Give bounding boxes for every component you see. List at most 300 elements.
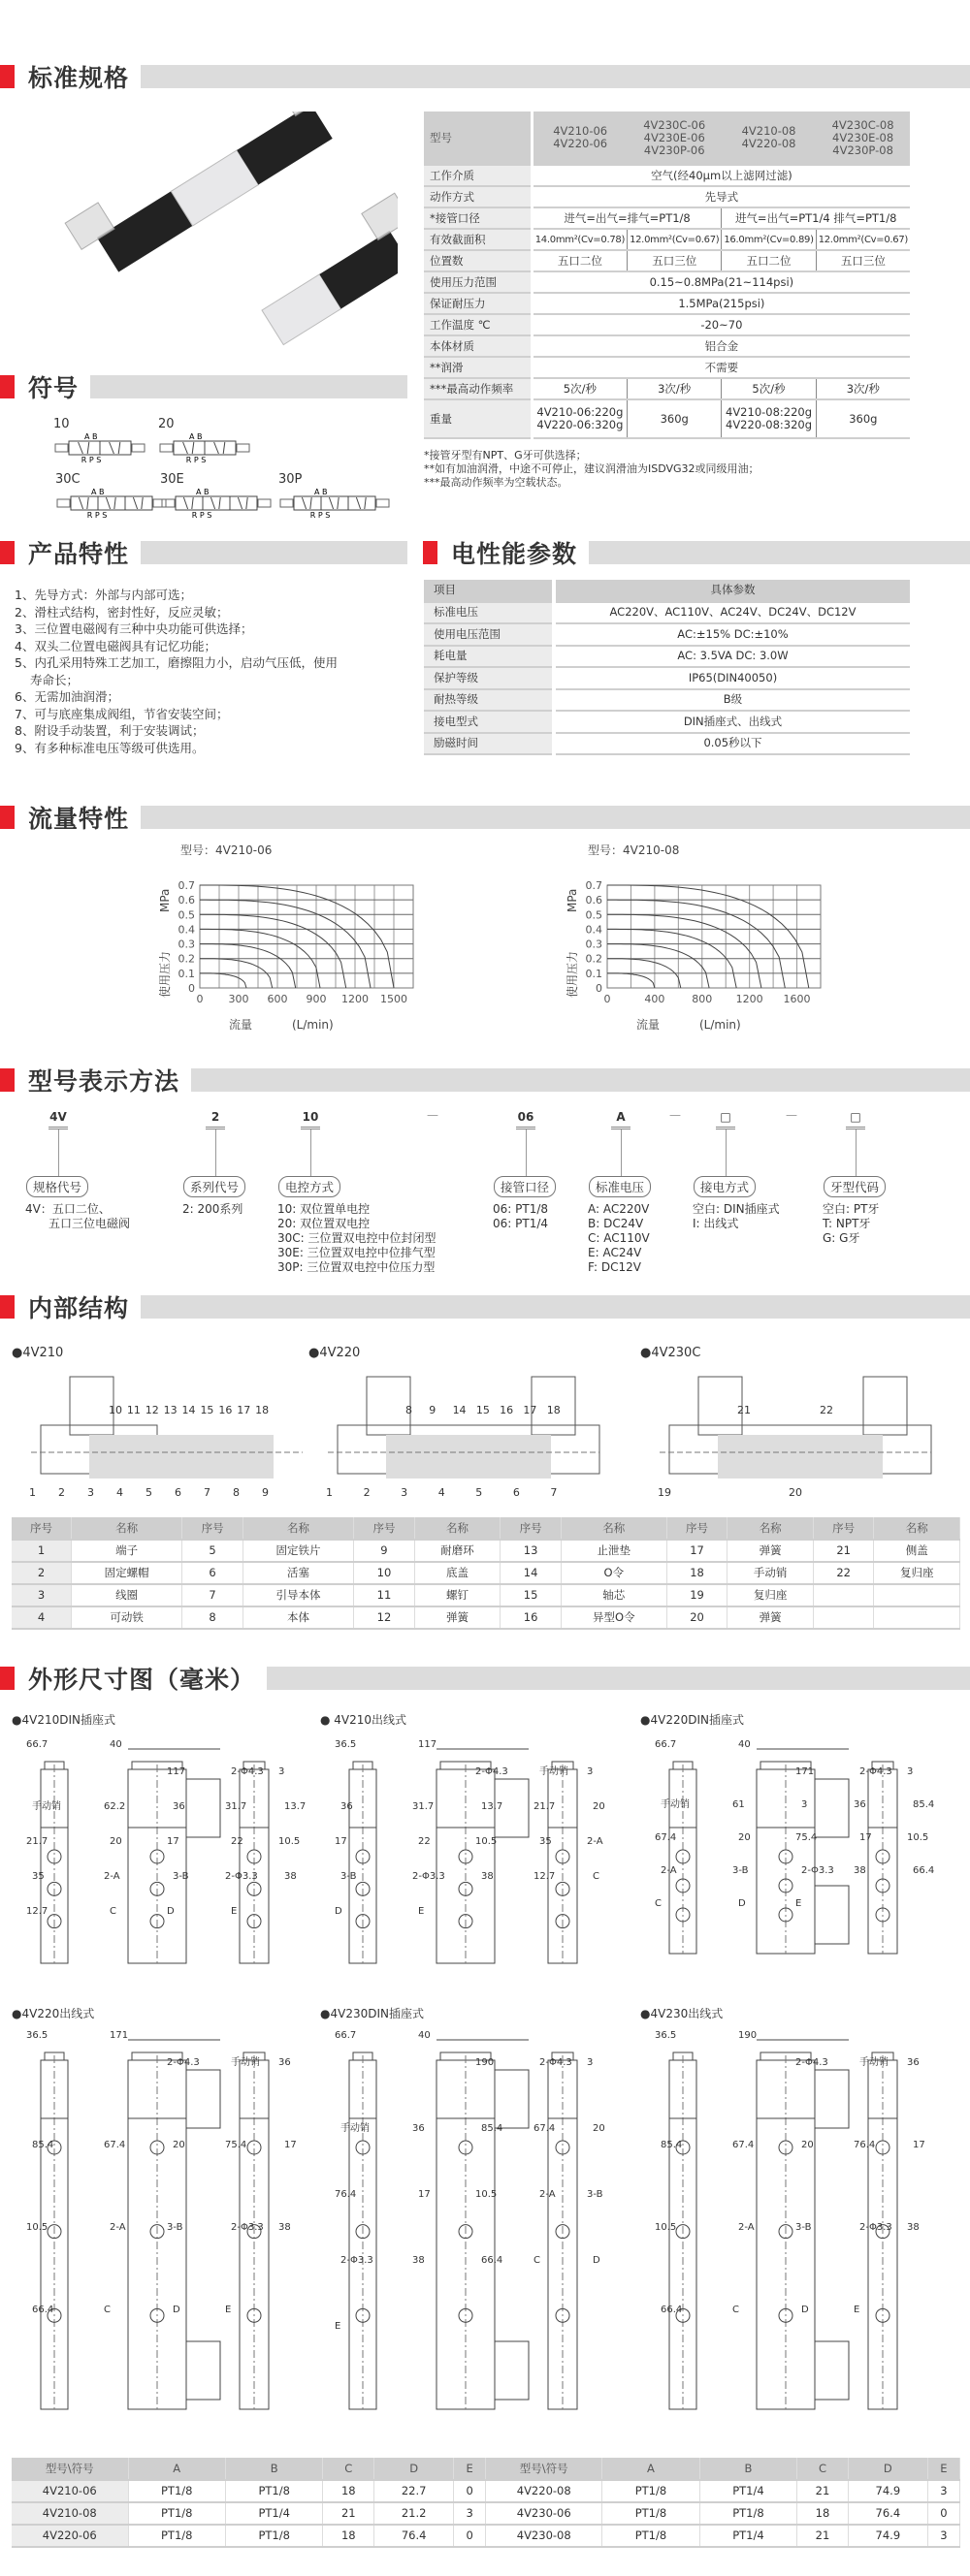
ports-bottom: R P S [185,456,207,464]
table-cell: 空气(经40μm以上滤网过滤) [532,165,910,186]
internal-section-drawing [21,1367,312,1503]
table-cell: 进气=出气=排气=PT1/8 [532,207,722,229]
flow-curve-0.5 [200,914,346,988]
table-cell: 22 [813,1562,874,1584]
dimension-label: 10.5 [475,2189,498,2200]
header-bar [90,375,407,398]
note: **如有加油润滑，中途不可停止，建议润滑油为ISDVG32或同级用油； [424,462,760,475]
table-cell: 0.05秒以下 [554,733,910,755]
code-segment: 10 [302,1110,319,1124]
table-cell: 使用压力范围 [424,271,532,293]
part-number-callout: 16 [500,1404,514,1416]
table-cell: 3 [927,2525,959,2547]
dimension-label: 2-Φ3.3 [412,1871,445,1882]
leader-line [621,1129,622,1178]
table-cell: 耐磨环 [414,1540,500,1562]
dimension-label: 61 [732,1799,745,1810]
y-axis-label: 使用压力 [566,950,579,998]
product-photo [39,111,398,359]
table-row [424,602,910,624]
accent-block [0,1068,15,1092]
table-cell: 74.9 [848,2480,927,2502]
part-number-callout: 6 [175,1486,181,1499]
table-cell: 3 [12,1584,72,1606]
dimension-label: 36 [173,1801,185,1812]
table-row [424,623,910,646]
description-line: 30C: 三位置双电控中位封闭型 [277,1231,436,1245]
table-cell: 底盖 [414,1562,500,1584]
dimension-label: C [655,1898,662,1909]
dimension-label: E [418,1906,425,1917]
table-cell: 9 [354,1540,415,1562]
table-cell: IP65(DIN40050) [554,667,910,689]
leader-line [310,1129,311,1178]
code-description [588,1202,650,1275]
dimension-label: 67.4 [655,1832,677,1843]
dimension-label: 17 [284,2140,297,2150]
dimension-label: 2-Φ3.3 [225,1871,258,1882]
table-cell: 名称 [414,1517,500,1540]
features-list [15,587,403,756]
table-cell: 五口二位 [532,250,627,271]
dimension-label: 38 [854,1865,866,1876]
table-cell: 保证耐压力 [424,293,532,314]
feature-item: 6、无需加油润滑； [15,689,119,704]
table-cell: 8 [182,1606,243,1629]
dimension-label: 3 [278,1766,285,1777]
table-cell: 弹簧 [728,1606,813,1629]
y-axis-unit: MPa [158,888,172,912]
code-label: 标准电压 [589,1176,651,1197]
x-tick-label: 1200 [735,993,763,1005]
dimension-label: 2-Φ3.3 [859,2222,892,2233]
ports-top: A B [91,488,105,496]
table-cell: 22.7 [374,2480,454,2502]
description-line: 06: PT1/4 [493,1217,549,1230]
table-row [424,165,910,186]
table-header-row [12,2458,960,2480]
table-cell: PT1/8 [225,2525,322,2547]
table-cell: 1 [12,1540,72,1562]
part-number-callout: 14 [181,1404,196,1416]
table-cell: 14.0mm²(Cv=0.78) [532,229,627,250]
y-tick-label: 0.6 [585,894,602,907]
part-number-callout: 1 [29,1486,36,1499]
dimension-label: 40 [738,1739,751,1750]
symbol-label: 20 [158,417,175,431]
leader-line [526,1129,527,1178]
dimension-label: 手动销 [340,2123,370,2134]
dimension-label: E [335,2321,341,2332]
table-row [424,250,910,271]
dimension-drawing [12,1735,322,1988]
symbol-label: 30P [278,472,303,487]
table-row [424,689,910,712]
table-cell: 4V210-08 [12,2502,128,2525]
code-segment: 06 [517,1110,534,1124]
table-cell: 名称 [874,1517,960,1540]
part-number-callout: 6 [512,1486,520,1499]
dimension-label: 66.4 [32,2305,54,2315]
table-cell: 18 [666,1562,728,1584]
internal-view-title: ●4V230C [640,1346,701,1360]
dimension-label: 20 [593,2123,605,2134]
accent-block [423,541,437,564]
valve-symbol-icon [160,487,273,520]
flow-curve-0.1 [200,973,246,988]
table-cell: 序号 [813,1517,874,1540]
dimension-label: 20 [110,1836,122,1847]
code-description [693,1202,780,1231]
table-cell: 3次/秒 [628,378,722,399]
table-cell: E [927,2458,959,2480]
table-cell: 侧盖 [874,1540,960,1562]
dimension-label: C [104,2305,111,2315]
dimension-label: 117 [167,1766,186,1777]
table-cell: 固定螺帽 [72,1562,182,1584]
table-cell: 4V230C-08 4V230E-08 4V230P-08 [816,111,910,165]
table-row [12,2480,960,2502]
table-row [424,186,910,207]
table-cell: 76.4 [848,2502,927,2525]
part-number-callout: 9 [262,1486,269,1499]
code-segment: 4V [49,1110,67,1124]
electric-table [424,580,910,755]
table-cell: 轴芯 [561,1584,666,1606]
description-line: E: AC24V [588,1246,642,1259]
y-tick-label: 0.4 [178,923,195,937]
dimension-label: 3 [587,1766,594,1777]
table-cell: PT1/4 [699,2480,796,2502]
table-cell: 18 [323,2525,374,2547]
table-cell: 5次/秒 [722,378,816,399]
dimension-label: 2-A [738,2222,755,2233]
part-number-callout: 3 [401,1486,408,1499]
feature-item: 3、三位置电磁阀有三种中央功能可供选择； [15,621,253,636]
ports-top: A B [189,432,203,441]
table-cell: C [797,2458,849,2480]
description-line: 30E: 三位置双电控中位排气型 [277,1246,436,1259]
table-cell: 手动销 [728,1562,813,1584]
description-line: F: DC12V [588,1260,641,1274]
description-line: 空白: PT牙 [823,1202,880,1216]
code-segment: 2 [210,1110,220,1124]
y-tick-label: 0.1 [178,967,195,980]
dimension-label: 85.4 [913,1799,935,1810]
description-line: 10: 双位置单电控 [277,1202,371,1216]
table-cell: 工作温度 ℃ [424,314,532,335]
table-cell: PT1/8 [699,2502,796,2525]
valve-symbol-icon [55,487,168,520]
table-cell: 5次/秒 [532,378,627,399]
feature-item: 9、有多种标准电压等级可供选用。 [15,740,205,755]
dimension-view-title: ●4V220DIN插座式 [640,1713,744,1727]
table-cell: 项目 [424,580,554,602]
table-cell: 活塞 [242,1562,353,1584]
y-tick-label: 0.1 [585,967,602,980]
internal-section-drawing [318,1367,609,1503]
dimension-label: D [738,1898,746,1909]
dimension-label: 2-Φ4.3 [795,2057,828,2068]
part-number-callout: 10 [109,1404,122,1416]
description-line: 30P: 三位置双电控中位压力型 [277,1260,436,1274]
table-cell: 异型O令 [561,1606,666,1629]
valve-symbol-icon [53,431,146,464]
part-number-callout: 18 [255,1404,270,1416]
dimension-label: E [231,1906,238,1917]
table-cell: 耐热等级 [424,689,554,712]
valve-symbol-icon [158,431,251,464]
dimension-label: 38 [907,2222,920,2233]
dimension-drawing [640,1735,951,1988]
dimension-label: 75.4 [225,2140,247,2150]
table-cell: 名称 [72,1517,182,1540]
section-header-dimensions: 外形尺寸图（毫米） [0,1666,970,1691]
section-header-flow: 流量特性 [0,805,970,830]
table-row [12,1562,960,1584]
x-axis-unit: (L/min) [292,1018,334,1032]
table-cell: 13 [501,1540,562,1562]
part-number-callout: 22 [820,1404,833,1416]
table-cell: 复归座 [874,1562,960,1584]
table-row [424,207,910,229]
table-cell: 型号\符号 [12,2458,128,2480]
y-tick-label: 0.2 [585,952,602,966]
part-number-callout: 19 [658,1486,671,1499]
table-cell: 有效截面积 [424,229,532,250]
dimension-label: 13.7 [481,1801,503,1812]
x-tick-label: 1500 [380,993,407,1005]
dimension-view-title: ● 4V210出线式 [320,1713,407,1727]
code-segment: □ [850,1110,861,1124]
y-tick-label: 0.4 [585,923,602,937]
code-label: 牙型代码 [824,1176,886,1197]
table-cell: 励磁时间 [424,733,554,755]
table-cell: 18 [323,2480,374,2502]
dimension-label: 12.7 [26,1906,48,1917]
dimension-view-title: ●4V220出线式 [12,2007,95,2020]
table-cell [874,1584,960,1606]
table-row [424,314,910,335]
dimension-label: 31.7 [412,1801,435,1812]
part-number-callout: 2 [363,1486,371,1499]
dimension-label: D [335,1906,342,1917]
code-separator: — [427,1108,438,1122]
part-number-callout: 5 [146,1486,152,1499]
table-row [12,2525,960,2547]
table-cell: B [225,2458,322,2480]
table-cell: 21 [797,2480,849,2502]
dimension-label: D [167,1906,175,1917]
part-number-callout: 16 [218,1404,233,1416]
flow-curve-0.5 [607,914,761,988]
part-number-callout: 8 [405,1404,412,1416]
description-line: 空白: DIN插座式 [693,1202,780,1216]
table-cell: 12.0mm²(Cv=0.67) [628,229,722,250]
dimension-label: 10.5 [475,1836,498,1847]
part-number-callout: 12 [145,1404,159,1416]
accent-block [0,1295,15,1319]
table-row [12,1540,960,1562]
dimension-label: 21.7 [26,1836,48,1847]
table-row [424,667,910,689]
header-bar [141,1295,970,1319]
table-cell: 本体 [242,1606,353,1629]
table-cell: 21 [797,2525,849,2547]
description-line: C: AC110V [588,1231,650,1245]
table-cell: 10 [354,1562,415,1584]
dimension-drawing [640,2026,951,2443]
dimension-label: 2-Φ3.3 [231,2222,264,2233]
dimension-view-title: ●4V230出线式 [640,2007,724,2020]
table-row [424,646,910,668]
dimension-label: 2-Φ4.3 [231,1766,264,1777]
table-cell: 0 [454,2525,486,2547]
table-cell: 不需要 [532,357,910,378]
x-tick-label: 0 [603,993,611,1005]
code-label: 系列代号 [183,1176,245,1197]
table-row [424,733,910,755]
flow-chart-4v210-08 [543,839,873,1042]
part-number-callout: 8 [233,1486,240,1499]
dimension-label: 36 [854,1799,866,1810]
table-cell [813,1606,874,1629]
code-label: 接管口径 [494,1176,556,1197]
table-cell: 名称 [561,1517,666,1540]
dimension-label: 17 [913,2140,925,2150]
part-number-callout: 11 [126,1404,141,1416]
table-cell: 位置数 [424,250,532,271]
dimension-label: 17 [859,1832,872,1843]
y-axis-label: 使用压力 [158,950,172,998]
internal-section-drawing [650,1367,941,1503]
table-cell: 2 [12,1562,72,1584]
code-label: 接电方式 [694,1176,756,1197]
flow-curve-0.7 [607,885,809,988]
y-tick-label: 0.3 [178,938,195,951]
table-cell: PT1/8 [128,2502,225,2525]
x-tick-label: 1200 [341,993,369,1005]
table-cell: 复归座 [728,1584,813,1606]
table-cell: 16.0mm²(Cv=0.89) [722,229,816,250]
ports-bottom: R P S [81,456,102,464]
table-cell: B [699,2458,796,2480]
symbol-label: 30E [160,472,184,487]
ports-bottom: R P S [86,511,108,520]
y-tick-label: 0.5 [585,908,602,922]
dimension-label: 85.4 [481,2123,503,2134]
part-number-callout: 5 [475,1486,483,1499]
dimension-label: 手动销 [231,2057,260,2068]
part-number-callout: 21 [737,1404,751,1416]
table-cell: 3 [927,2480,959,2502]
table-cell: 3次/秒 [816,378,910,399]
section-header-model-code: 型号表示方法 [0,1067,970,1093]
table-cell: 螺钉 [414,1584,500,1606]
table-header-row [12,1517,960,1540]
x-tick-label: 1600 [783,993,811,1005]
dimension-drawing [320,1735,630,1988]
table-cell: 4V210-06 [12,2480,128,2502]
table-cell: 5 [182,1540,243,1562]
table-cell: 20 [666,1606,728,1629]
table-cell: 7 [182,1584,243,1606]
table-cell: 4V210-08:220g 4V220-08:320g [722,399,816,438]
dimension-label: 85.4 [661,2140,683,2150]
dimension-label: 171 [110,2030,129,2041]
dimension-label: D [173,2305,180,2315]
table-cell: 名称 [728,1517,813,1540]
table-cell: PT1/8 [225,2480,322,2502]
ports-bottom: R P S [191,511,212,520]
description-line: 4V：五口二位、 [25,1202,111,1216]
table-cell: PT1/8 [602,2502,699,2525]
table-cell: B级 [554,689,910,712]
part-number-callout: 18 [546,1404,561,1416]
dimension-label: D [801,2305,809,2315]
table-cell: 12.0mm²(Cv=0.67) [816,229,910,250]
header-bar [191,1068,970,1092]
table-cell: 4V230-06 [486,2502,602,2525]
dimension-label: 67.4 [534,2123,556,2134]
part-number-callout: 13 [163,1404,178,1416]
table-row [424,293,910,314]
table-cell: 17 [666,1540,728,1562]
table-header-row [424,111,910,165]
table-cell: PT1/8 [602,2525,699,2547]
table-cell: 21 [323,2502,374,2525]
symbol-20 [158,417,251,468]
table-cell: 360g [816,399,910,438]
note: ***最高动作频率为空载状态。 [424,476,568,489]
x-axis-label: 流量 [229,1018,253,1032]
table-row [424,399,910,438]
valve-symbol-icon [278,487,391,520]
dimension-label: 手动销 [661,1799,690,1810]
dimension-label: 67.4 [104,2140,126,2150]
table-cell: DIN插座式、出线式 [554,711,910,733]
dimension-label: 66.4 [481,2255,503,2266]
table-cell: 4V210-08 4V220-08 [722,111,816,165]
y-tick-label: 0.3 [585,938,602,951]
leader-line [215,1129,216,1178]
table-cell: 弹簧 [728,1540,813,1562]
table-cell: D [848,2458,927,2480]
dimension-label: 66.7 [655,1739,677,1750]
table-row [424,378,910,399]
dimension-label: E [854,2305,860,2315]
dimension-label: 31.7 [225,1801,247,1812]
dimension-label: C [534,2255,540,2266]
dimension-label: 190 [475,2057,495,2068]
part-number-callout: 17 [237,1404,251,1416]
table-row [424,711,910,733]
dimension-label: 10.5 [655,2222,677,2233]
part-number-callout: 4 [116,1486,123,1499]
table-cell: 五口三位 [628,250,722,271]
table-cell: 序号 [666,1517,728,1540]
table-cell: A [602,2458,699,2480]
dimension-label: 2-Φ4.3 [859,1766,892,1777]
table-cell: 4V210-06:220g 4V220-06:320g [532,399,627,438]
table-cell: 型号\符号 [486,2458,602,2480]
table-cell: 序号 [354,1517,415,1540]
accent-block [0,806,15,829]
dimension-label: D [593,2255,600,2266]
dimension-label: 2-Φ3.3 [340,2255,373,2266]
table-cell: 先导式 [532,186,910,207]
table-cell: 16 [501,1606,562,1629]
